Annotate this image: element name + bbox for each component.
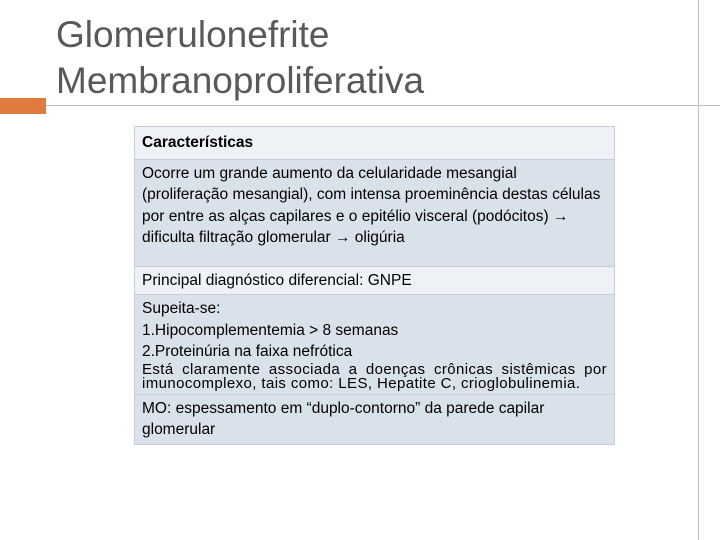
- association-text: Está claramente associada a doenças crônicas sistêmicas por imunocomplexo, tais como: LES, Hepatite C, crioglobulinemia.: [142, 360, 607, 392]
- slide-title-line-1: Glomerulonefrite: [56, 14, 330, 55]
- cell-spacer: [142, 249, 607, 263]
- slide-title: [56, 12, 676, 104]
- table-row: [135, 159, 615, 266]
- arrow-right-icon: →: [334, 229, 351, 246]
- suspect-item-2: 2.Proteinúria na faixa nefrótica: [142, 343, 353, 360]
- description-text: Ocorre um grande aumento da celularidade mesangial (proliferação mesangial), com intensa proeminência destas células por entre as alças capilares e o epitélio visceral (podócitos): [142, 164, 601, 225]
- right-vertical-rule: [698, 0, 699, 540]
- table-header-cell: Características: [135, 127, 615, 160]
- suspect-heading: Supeita-se:: [142, 300, 221, 317]
- diagnosis-cell: Principal diagnóstico diferencial: GNPE: [135, 266, 615, 295]
- suspect-item-1: 1.Hipocomplementemia > 8 semanas: [142, 321, 399, 339]
- suspect-cell: [135, 295, 615, 395]
- title-divider: [46, 105, 720, 106]
- characteristics-table: [134, 126, 615, 445]
- table-row: [135, 394, 615, 444]
- table-row: [135, 295, 615, 395]
- arrow-right-icon: →: [552, 207, 569, 225]
- table-row: [135, 266, 615, 295]
- table-header-row: [135, 127, 615, 160]
- description-cell: [135, 159, 615, 266]
- description-consequence: dificulta filtração glomerular: [142, 229, 331, 246]
- slide-title-line-2: Membranoproliferativa: [56, 60, 425, 101]
- accent-bar: [0, 98, 46, 114]
- microscopy-cell: MO: espessamento em “duplo-contorno” da parede capilar glomerular: [135, 394, 615, 444]
- description-outcome: oligúria: [354, 229, 405, 246]
